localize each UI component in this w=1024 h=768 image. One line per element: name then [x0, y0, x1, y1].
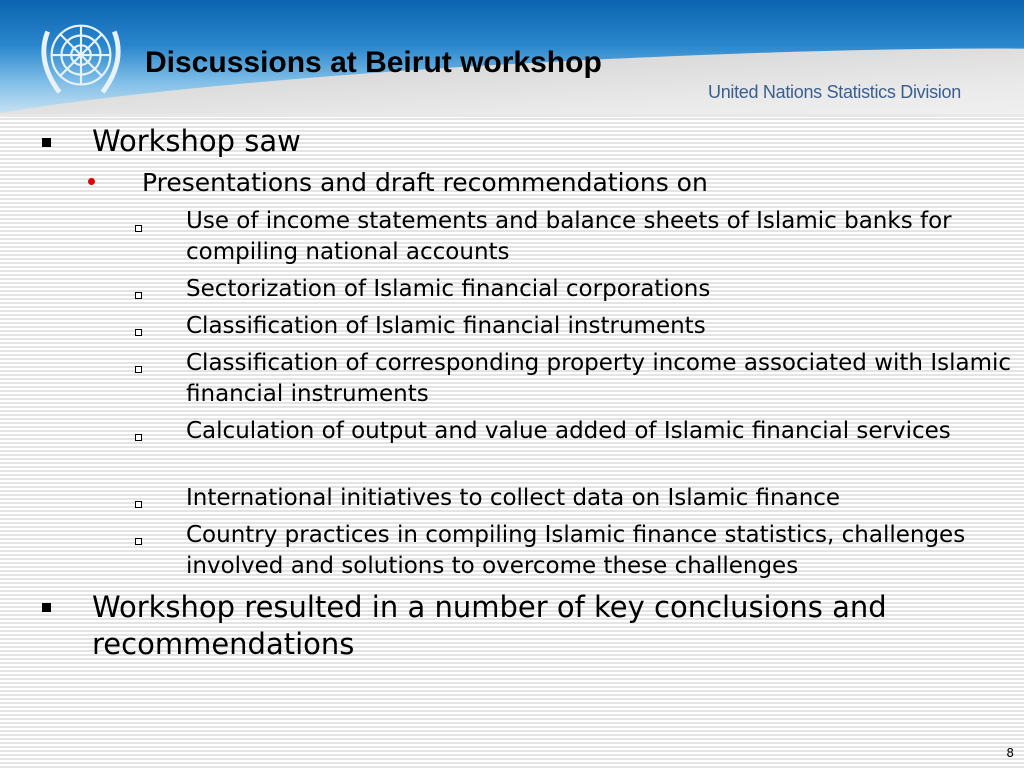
- slide-title: Discussions at Beirut workshop: [145, 46, 602, 79]
- page-number: 8: [1006, 746, 1014, 760]
- bullet-level3: Calculation of output and value added of Islamic financial services: [186, 418, 951, 444]
- box-bullet-icon: [135, 292, 142, 299]
- bullet-level3: Country practices in compiling Islamic finance statistics, challenges involved and solutions to overcome these challenges: [186, 522, 966, 579]
- bullet-level3: International initiatives to collect data on Islamic finance: [186, 485, 841, 511]
- square-bullet-icon: [42, 603, 51, 612]
- bullet-level1: Workshop saw: [92, 124, 301, 158]
- bullet-level3: Classification of corresponding property income associated with Islamic financial instruments: [186, 350, 1012, 407]
- bullet-level3: Classification of Islamic financial instruments: [186, 313, 706, 339]
- bullet-level1: Workshop resulted in a number of key conclusions and recommendations: [92, 590, 887, 661]
- header-divider: [0, 114, 1024, 117]
- dot-bullet-icon: [88, 178, 95, 185]
- organization-name: United Nations Statistics Division: [708, 82, 961, 102]
- bullet-level3: Use of income statements and balance sheets of Islamic banks for compiling national accounts: [186, 208, 952, 265]
- bullet-level3: Sectorization of Islamic financial corporations: [186, 276, 711, 302]
- un-emblem-icon: [32, 12, 130, 104]
- box-bullet-icon: [135, 225, 142, 232]
- box-bullet-icon: [135, 366, 142, 373]
- bullet-level2: Presentations and draft recommendations on: [142, 168, 708, 197]
- box-bullet-icon: [135, 434, 142, 441]
- slide-header: [0, 0, 1024, 114]
- box-bullet-icon: [135, 501, 142, 508]
- square-bullet-icon: [42, 138, 51, 147]
- box-bullet-icon: [135, 538, 142, 545]
- box-bullet-icon: [135, 329, 142, 336]
